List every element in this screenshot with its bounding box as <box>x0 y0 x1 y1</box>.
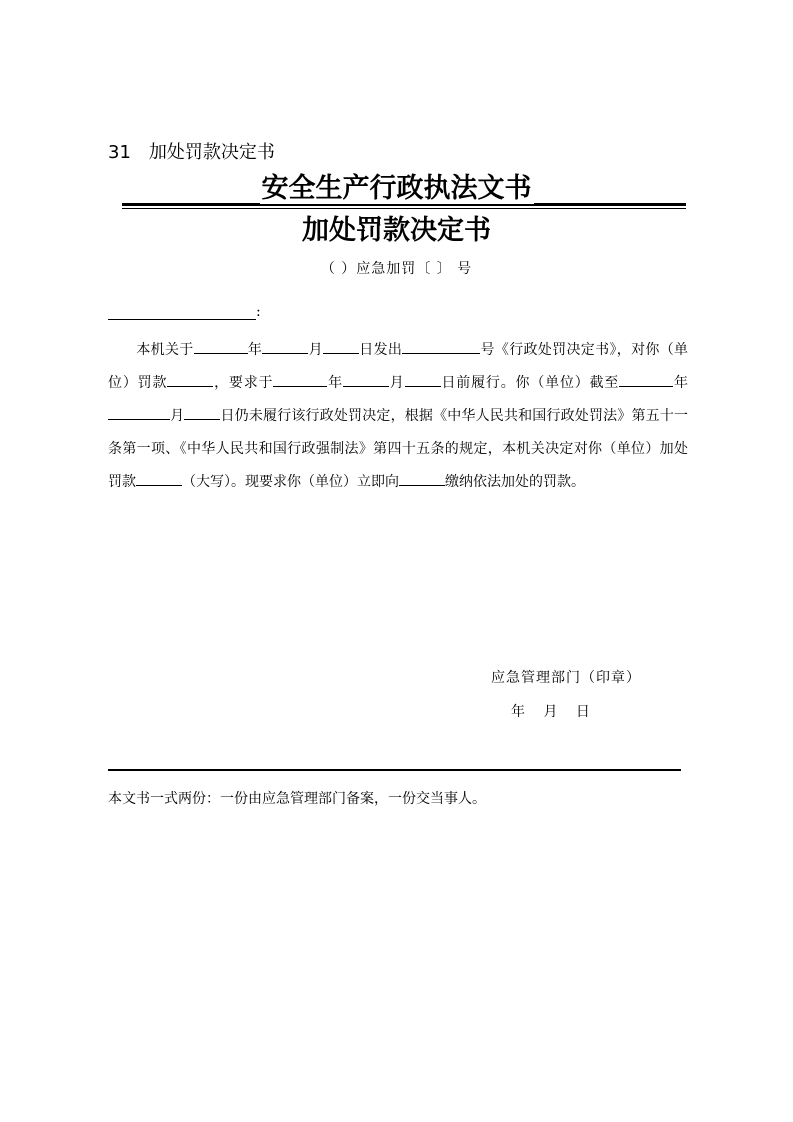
blank-year-issued <box>194 338 248 354</box>
body-text: 月 <box>308 342 323 358</box>
blank-month-issued <box>262 338 308 354</box>
copies-note: 本文书一式两份：一份由应急管理部门备案，一份交当事人。 <box>108 791 486 807</box>
blank-month-deadline <box>343 371 389 387</box>
blank-decision-number <box>402 338 480 354</box>
blank-day-asof <box>184 404 220 420</box>
blank-additional-fine <box>136 470 182 486</box>
body-text: （大写）。现要求你（单位）立即向 <box>182 474 399 490</box>
signature-date: 年 月 日 <box>511 704 590 720</box>
blank-payee <box>399 470 445 486</box>
issuing-authority-seal: 应急管理部门（印章） <box>491 670 641 686</box>
body-text: 月 <box>388 375 405 391</box>
recipient-field <box>108 304 261 320</box>
blank-day-deadline <box>405 371 441 387</box>
decision-body <box>108 334 688 499</box>
blank-day-issued <box>323 338 359 354</box>
form-label: 加处罚款决定书 <box>148 142 275 163</box>
form-number: 31 <box>108 142 131 163</box>
body-text: 缴纳依法加处的罚款。 <box>445 474 585 490</box>
body-text: 《行政处罚决定书》，对你（单位）罚款 <box>108 342 689 391</box>
body-text: 本机关于 <box>136 342 194 358</box>
blank-year-asof <box>619 371 673 387</box>
body-text: 日发出 <box>358 342 403 358</box>
body-text: 日前履行。你（单位）截至 <box>440 375 620 391</box>
document-title: 加处罚款决定书 <box>302 215 491 246</box>
recipient-blank <box>108 305 256 320</box>
document-series-title: 安全生产行政执法文书 <box>261 173 532 204</box>
body-text: 日仍未履行该行政处罚决定，根据《中华人民共和国行政处罚法》第五十一条第一项、《中华人民共和国行政强制法》第四十五条的规定，本机关决定对你（单位）加处罚款 <box>108 408 688 490</box>
body-text: 年 <box>247 342 263 358</box>
body-text: 年 <box>327 375 343 391</box>
body-text: 年 <box>673 375 689 391</box>
blank-fine-amount <box>167 371 213 387</box>
form-number-heading <box>108 138 275 164</box>
body-text: 号 <box>480 342 495 358</box>
body-text: 月 <box>170 408 185 424</box>
recipient-colon: : <box>256 304 261 320</box>
blank-month-asof <box>108 404 170 420</box>
body-text: ，要求于 <box>213 375 274 391</box>
footer-divider <box>108 769 681 771</box>
blank-year-deadline <box>273 371 327 387</box>
document-number: （ ）应急加罚〔 〕 号 <box>320 261 473 277</box>
